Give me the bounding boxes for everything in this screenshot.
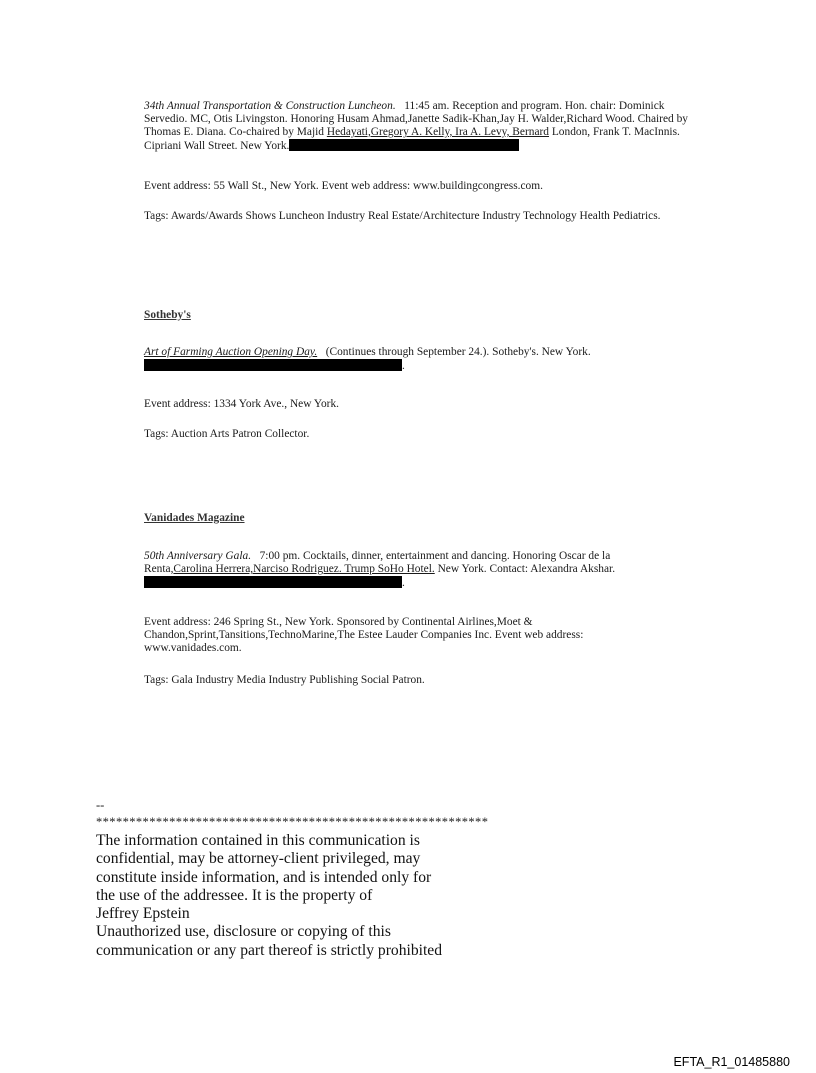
event-details: 11:45 am. Reception and program. Hon. chair: Dominick Servedio. MC, Otis Livingston. Honoring Husam Ahmad,Janette Sadik-Khan,Jay H. Walder,Richard Wood. Chaired by Thomas E. Diana. Co-chaired by Majid	[144, 100, 688, 138]
event-details: 7:00 pm. Cocktails, dinner, entertainment and dancing. Honoring Oscar de la Renta,	[144, 550, 611, 575]
event-3-tags: Tags: Gala Industry Media Industry Publishing Social Patron.	[144, 674, 425, 686]
event-2-tags: Tags: Auction Arts Patron Collector.	[144, 428, 310, 440]
asterisk-divider: ***********************************************************	[96, 815, 489, 829]
event-title: 50th Anniversary Gala.	[144, 550, 252, 562]
notice-line: Jeffrey Epstein	[96, 905, 190, 923]
confidentiality-notice	[96, 832, 516, 960]
event-2-description	[144, 346, 614, 373]
event-1-description	[144, 100, 704, 153]
event-details: (Continues through September 24.). Sotheby's. New York.	[325, 346, 591, 358]
notice-line: communication or any part thereof is strictly prohibited	[96, 941, 443, 959]
org-heading: Sotheby's	[144, 309, 191, 321]
event-2-address: Event address: 1334 York Ave., New York.	[144, 398, 340, 410]
event-1-tags: Tags: Awards/Awards Shows Luncheon Industry Real Estate/Architecture Industry Technology Health Pediatrics.	[144, 210, 661, 222]
event-details-underlined: Carolina Herrera,Narciso Rodriguez. Trump SoHo Hotel.	[173, 563, 435, 575]
redaction-bar	[289, 139, 519, 151]
redaction-bar	[144, 576, 402, 588]
event-title: 34th Annual Transportation & Construction Luncheon.	[144, 100, 396, 112]
notice-line: the use of the addressee. It is the property of	[96, 886, 373, 904]
signature-separator: --	[96, 798, 105, 812]
event-3-address: Event address: 246 Spring St., New York. Sponsored by Continental Airlines,Moet & Chandon,Sprint,Tansitions,TechnoMarine,The Estee Lauder Companies Inc. Event web address: www.vanidades.com.	[144, 616, 584, 654]
notice-line: Unauthorized use, disclosure or copying of this	[96, 923, 391, 941]
notice-line: The information contained in this communication is	[96, 832, 420, 849]
trailing-period: .	[402, 577, 405, 589]
notice-line: constitute inside information, and is intended only for	[96, 868, 432, 886]
event-details-continued: London, Frank T. MacInnis. Cipriani Wall Street. New York.	[144, 126, 680, 152]
event-details-underlined: Hedayati,Gregory A. Kelly, Ira A. Levy, Bernard	[326, 126, 549, 138]
org-heading: Vanidades Magazine	[144, 512, 245, 524]
notice-line: confidential, may be attorney-client privileged, may	[96, 850, 421, 868]
event-details-continued: New York. Contact: Alexandra Akshar.	[434, 563, 616, 575]
document-id: EFTA_R1_01485880	[673, 1055, 790, 1069]
event-3-description	[144, 550, 664, 590]
event-1-address: Event address: 55 Wall St., New York. Event web address: www.buildingcongress.com.	[144, 180, 543, 192]
event-title: Art of Farming Auction Opening Day.	[144, 346, 318, 358]
trailing-period: .	[402, 360, 405, 372]
redaction-bar	[144, 359, 402, 371]
